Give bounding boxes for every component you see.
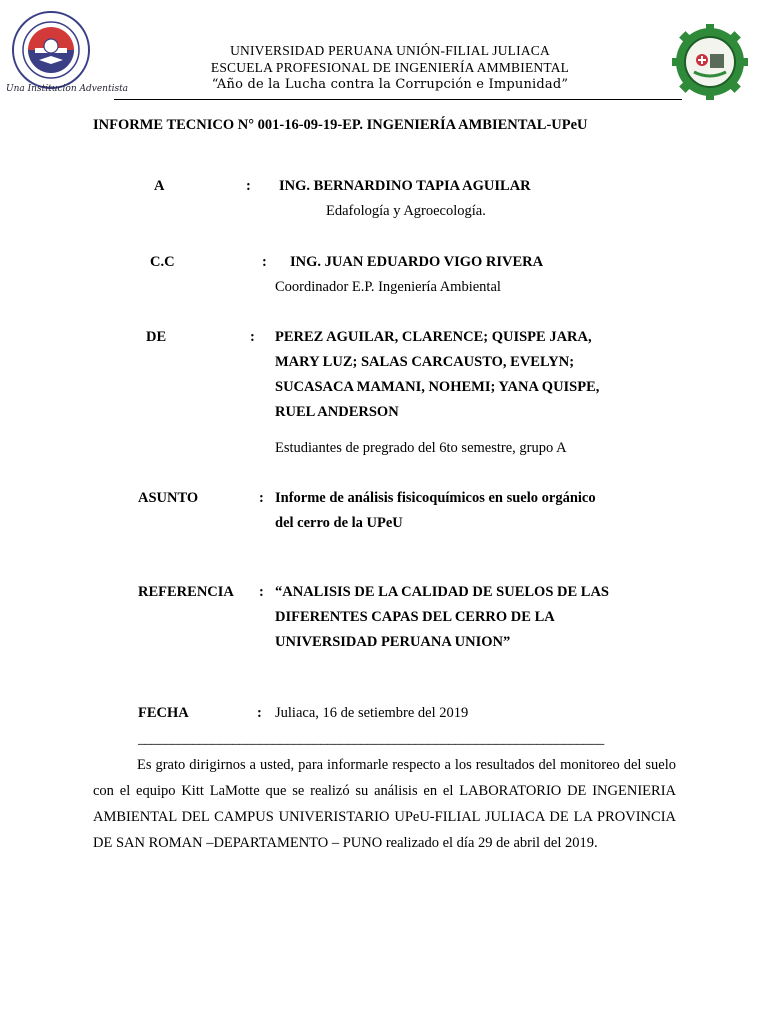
cc-name: ING. JUAN EDUARDO VIGO RIVERA — [290, 254, 544, 270]
fecha-value: Juliaca, 16 de setiembre del 2019 — [275, 705, 469, 721]
asunto-line: Informe de análisis fisicoquímicos en suelo orgánico — [275, 490, 596, 506]
referencia-label: REFERENCIA — [138, 584, 234, 600]
report-title: INFORME TECNICO N° 001-16-09-19-EP. INGENIERÍA AMBIENTAL-UPeU — [93, 117, 588, 133]
engineering-logo — [672, 24, 748, 100]
referencia-colon: : — [259, 584, 264, 600]
a-colon: : — [246, 178, 251, 194]
fecha-label: FECHA — [138, 705, 189, 721]
de-author-line: MARY LUZ; SALAS CARCAUSTO, EVELYN; — [275, 354, 575, 370]
body-paragraph — [93, 752, 676, 856]
engineering-gear-icon — [672, 24, 748, 100]
document-header — [110, 42, 670, 94]
asunto-line: del cerro de la UPeU — [275, 515, 403, 531]
asunto-label: ASUNTO — [138, 490, 199, 506]
header-divider — [114, 99, 682, 100]
fecha-colon: : — [257, 705, 262, 721]
referencia-line: “ANALISIS DE LA CALIDAD DE SUELOS DE LAS — [275, 584, 609, 600]
university-motto: Una Institución Adventista — [6, 84, 129, 94]
year-motto: “Año de la Lucha contra la Corrupción e Impunidad” — [211, 77, 569, 92]
de-author-line: SUCASACA MAMANI, NOHEMI; YANA QUISPE, — [275, 379, 600, 395]
de-colon: : — [250, 329, 255, 345]
section-rule: _____________________________________________________________________ — [138, 731, 604, 747]
a-label: A — [154, 178, 165, 194]
de-authors — [275, 325, 599, 425]
referencia-line: UNIVERSIDAD PERUANA UNION” — [275, 634, 511, 650]
de-role: Estudiantes de pregrado del 6to semestre, grupo A — [275, 440, 567, 456]
de-label: DE — [146, 329, 167, 345]
school-name: ESCUELA PROFESIONAL DE INGENIERÍA AMMBIENTAL — [210, 60, 570, 75]
referencia-text — [275, 580, 609, 655]
referencia-line: DIFERENTES CAPAS DEL CERRO DE LA — [275, 609, 555, 625]
de-author-line: RUEL ANDERSON — [275, 404, 399, 420]
a-recipient-role: Edafología y Agroecología. — [326, 203, 486, 219]
cc-label: C.C — [150, 254, 175, 270]
asunto-colon: : — [259, 490, 264, 506]
asunto-text — [275, 486, 596, 536]
university-name: UNIVERSIDAD PERUANA UNIÓN-FILIAL JULIACA — [230, 43, 550, 58]
cc-role: Coordinador E.P. Ingeniería Ambiental — [275, 279, 501, 295]
cc-colon: : — [262, 254, 267, 270]
de-author-line: PEREZ AGUILAR, CLARENCE; QUISPE JARA, — [275, 329, 592, 345]
a-recipient-name: ING. BERNARDINO TAPIA AGUILAR — [279, 178, 531, 194]
body-text: Es grato dirigirnos a usted, para informarle respecto a los resultados del monitoreo del suelo con el equipo Kitt LaMotte que se realizó su análisis en el LABORATORIO DE INGENIERIA AMBIENTAL DEL CAMPUS UNIVERISTARIO UPeU-FILIAL JULIACA DE LA PROVINCIA DE SAN ROMAN –DEPARTAMENTO – PUNO realizado el día 29 de abril del 2019. — [93, 757, 676, 851]
